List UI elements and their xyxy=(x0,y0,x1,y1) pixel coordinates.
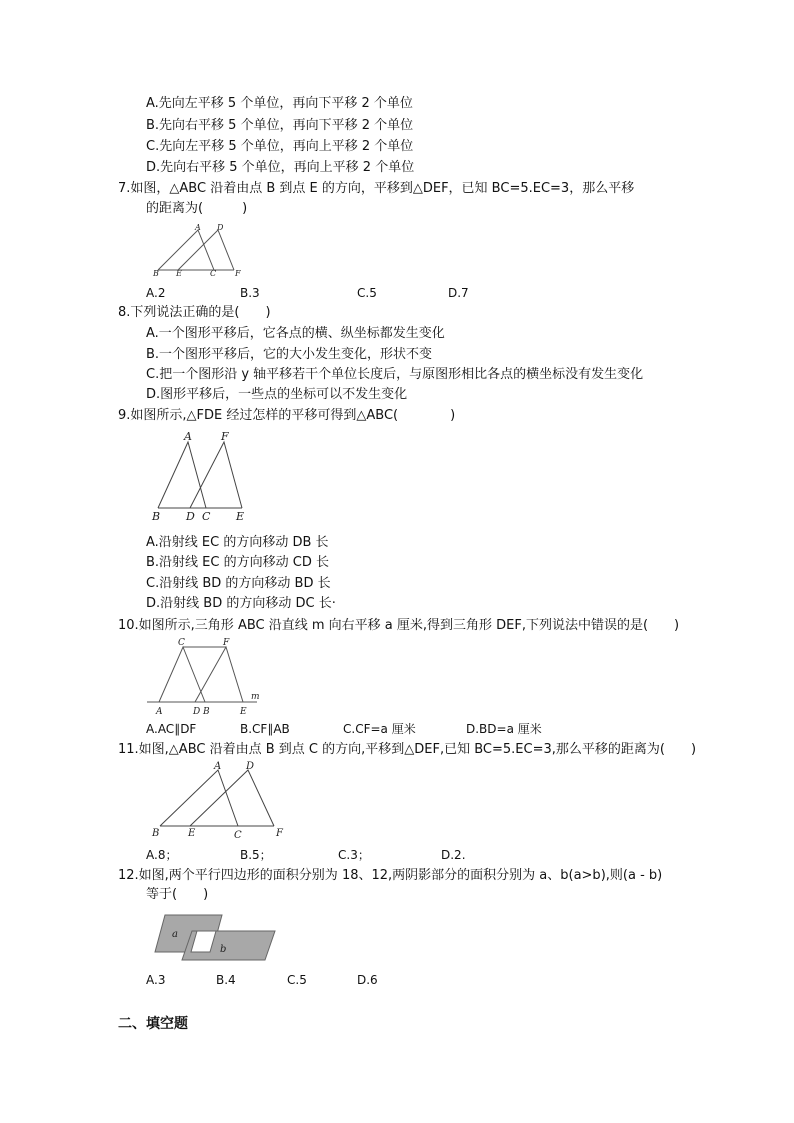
q9-option-a: A.沿射线 EC 的方向移动 DB 长 xyxy=(146,535,329,550)
q9-option-c: C.沿射线 BD 的方向移动 BD 长 xyxy=(146,576,331,591)
q7-triangle-abc xyxy=(158,230,214,270)
q6-option-c: C.先向左平移 5 个单位，再向上平移 2 个单位 xyxy=(146,139,414,154)
q7-option-b: B.3 xyxy=(240,286,260,300)
q10-label-a: A xyxy=(156,707,163,717)
q9-figure xyxy=(150,428,260,524)
q12-stem-continued: 等于( ) xyxy=(146,887,209,902)
q11-triangle-def xyxy=(190,770,274,826)
q10-triangle-abc xyxy=(159,647,205,702)
q9-label-b: B xyxy=(152,510,161,523)
q11-option-c: C.3； xyxy=(338,848,370,862)
q9-label-d: D xyxy=(186,510,195,523)
q8-option-c: C.把一个图形沿 y 轴平移若干个单位长度后，与原图形相比各点的横坐标没有发生变化 xyxy=(146,367,644,382)
q10-label-f: F xyxy=(223,638,230,648)
q8-stem: 8.下列说法正确的是( ) xyxy=(118,305,271,320)
q10-label-c: C xyxy=(178,638,185,648)
q7-label-a: A xyxy=(195,223,201,232)
q11-figure xyxy=(148,760,293,842)
q11-stem: 11.如图,△ABC 沿着由点 B 到点 C 的方向,平移到△DEF,已知 BC=5.EC=3,那么平移的距离为( ) xyxy=(118,742,697,757)
q9-triangle-fde xyxy=(190,442,242,508)
q6-option-b: B.先向右平移 5 个单位，再向下平移 2 个单位 xyxy=(146,118,414,133)
q11-option-d: D.2. xyxy=(441,848,466,862)
q12-option-a: A.3 xyxy=(146,973,166,987)
q10-label-m: m xyxy=(251,692,260,702)
q7-label-b: B xyxy=(153,269,159,278)
q8-option-d: D.图形平移后，一些点的坐标可以不发生变化 xyxy=(146,387,408,402)
q7-figure xyxy=(150,222,250,277)
q10-label-b: B xyxy=(203,707,210,717)
q11-label-e: E xyxy=(188,828,196,839)
q10-label-d: D xyxy=(193,707,201,717)
q10-option-d: D.BD=a 厘米 xyxy=(466,722,542,736)
q9-option-b: B.沿射线 EC 的方向移动 CD 长 xyxy=(146,555,329,570)
q9-option-d: D.沿射线 BD 的方向移动 DC 长· xyxy=(146,596,336,611)
q11-label-c: C xyxy=(234,830,242,841)
q7-stem-continued: 的距离为( ) xyxy=(146,201,248,216)
q9-label-f: F xyxy=(221,430,229,443)
q12-option-b: B.4 xyxy=(216,973,236,987)
q8-option-a: A.一个图形平移后，它各点的横、纵坐标都发生变化 xyxy=(146,326,445,341)
q7-label-f: F xyxy=(235,269,241,278)
q12-option-d: D.6 xyxy=(357,973,378,987)
q10-label-e: E xyxy=(240,707,247,717)
q9-label-c: C xyxy=(202,510,211,523)
q12-label-b: b xyxy=(220,944,227,955)
q8-option-b: B.一个图形平移后，它的大小发生变化，形状不变 xyxy=(146,347,433,362)
q11-option-a: A.8； xyxy=(146,848,178,862)
q12-figure xyxy=(150,910,280,965)
q10-stem: 10.如图所示,三角形 ABC 沿直线 m 向右平移 a 厘米,得到三角形 DEF,下列说法中错误的是( ) xyxy=(118,618,680,633)
q9-stem: 9.如图所示,△FDE 经过怎样的平移可得到△ABC( ) xyxy=(118,408,456,423)
q11-label-d: D xyxy=(246,761,255,772)
q7-label-d: D xyxy=(217,223,224,232)
q12-stem: 12.如图,两个平行四边形的面积分别为 18、12,两阴影部分的面积分别为 a、b(a>b),则(a - b) xyxy=(118,868,663,883)
q7-option-d: D.7 xyxy=(448,286,469,300)
section-title-fill-in: 二、填空题 xyxy=(118,1016,188,1032)
q12-label-a: a xyxy=(172,929,178,940)
q7-option-a: A.2 xyxy=(146,286,166,300)
q12-option-c: C.5 xyxy=(287,973,307,987)
q9-label-e: E xyxy=(236,510,245,523)
q6-option-a: A.先向左平移 5 个单位，再向下平移 2 个单位 xyxy=(146,96,413,111)
q7-label-e: E xyxy=(176,269,182,278)
q7-label-c: C xyxy=(210,269,217,278)
q9-label-a: A xyxy=(184,430,192,443)
q10-figure xyxy=(145,636,270,718)
q7-stem: 7.如图，△ABC 沿着由点 B 到点 E 的方向，平移到△DEF，已知 BC=5.EC=3，那么平移 xyxy=(118,181,635,196)
q11-label-b: B xyxy=(152,828,160,839)
q6-option-d: D.先向右平移 5 个单位，再向上平移 2 个单位 xyxy=(146,160,415,175)
q10-option-c: C.CF=a 厘米 xyxy=(343,722,416,736)
q11-option-b: B.5； xyxy=(240,848,272,862)
q10-option-a: A.AC∥DF xyxy=(146,722,197,736)
q10-option-b: B.CF∥AB xyxy=(240,722,290,736)
q11-label-a: A xyxy=(214,761,222,772)
q7-option-c: C.5 xyxy=(357,286,377,300)
q9-triangle-abc xyxy=(158,442,206,508)
q11-label-f: F xyxy=(276,828,283,839)
